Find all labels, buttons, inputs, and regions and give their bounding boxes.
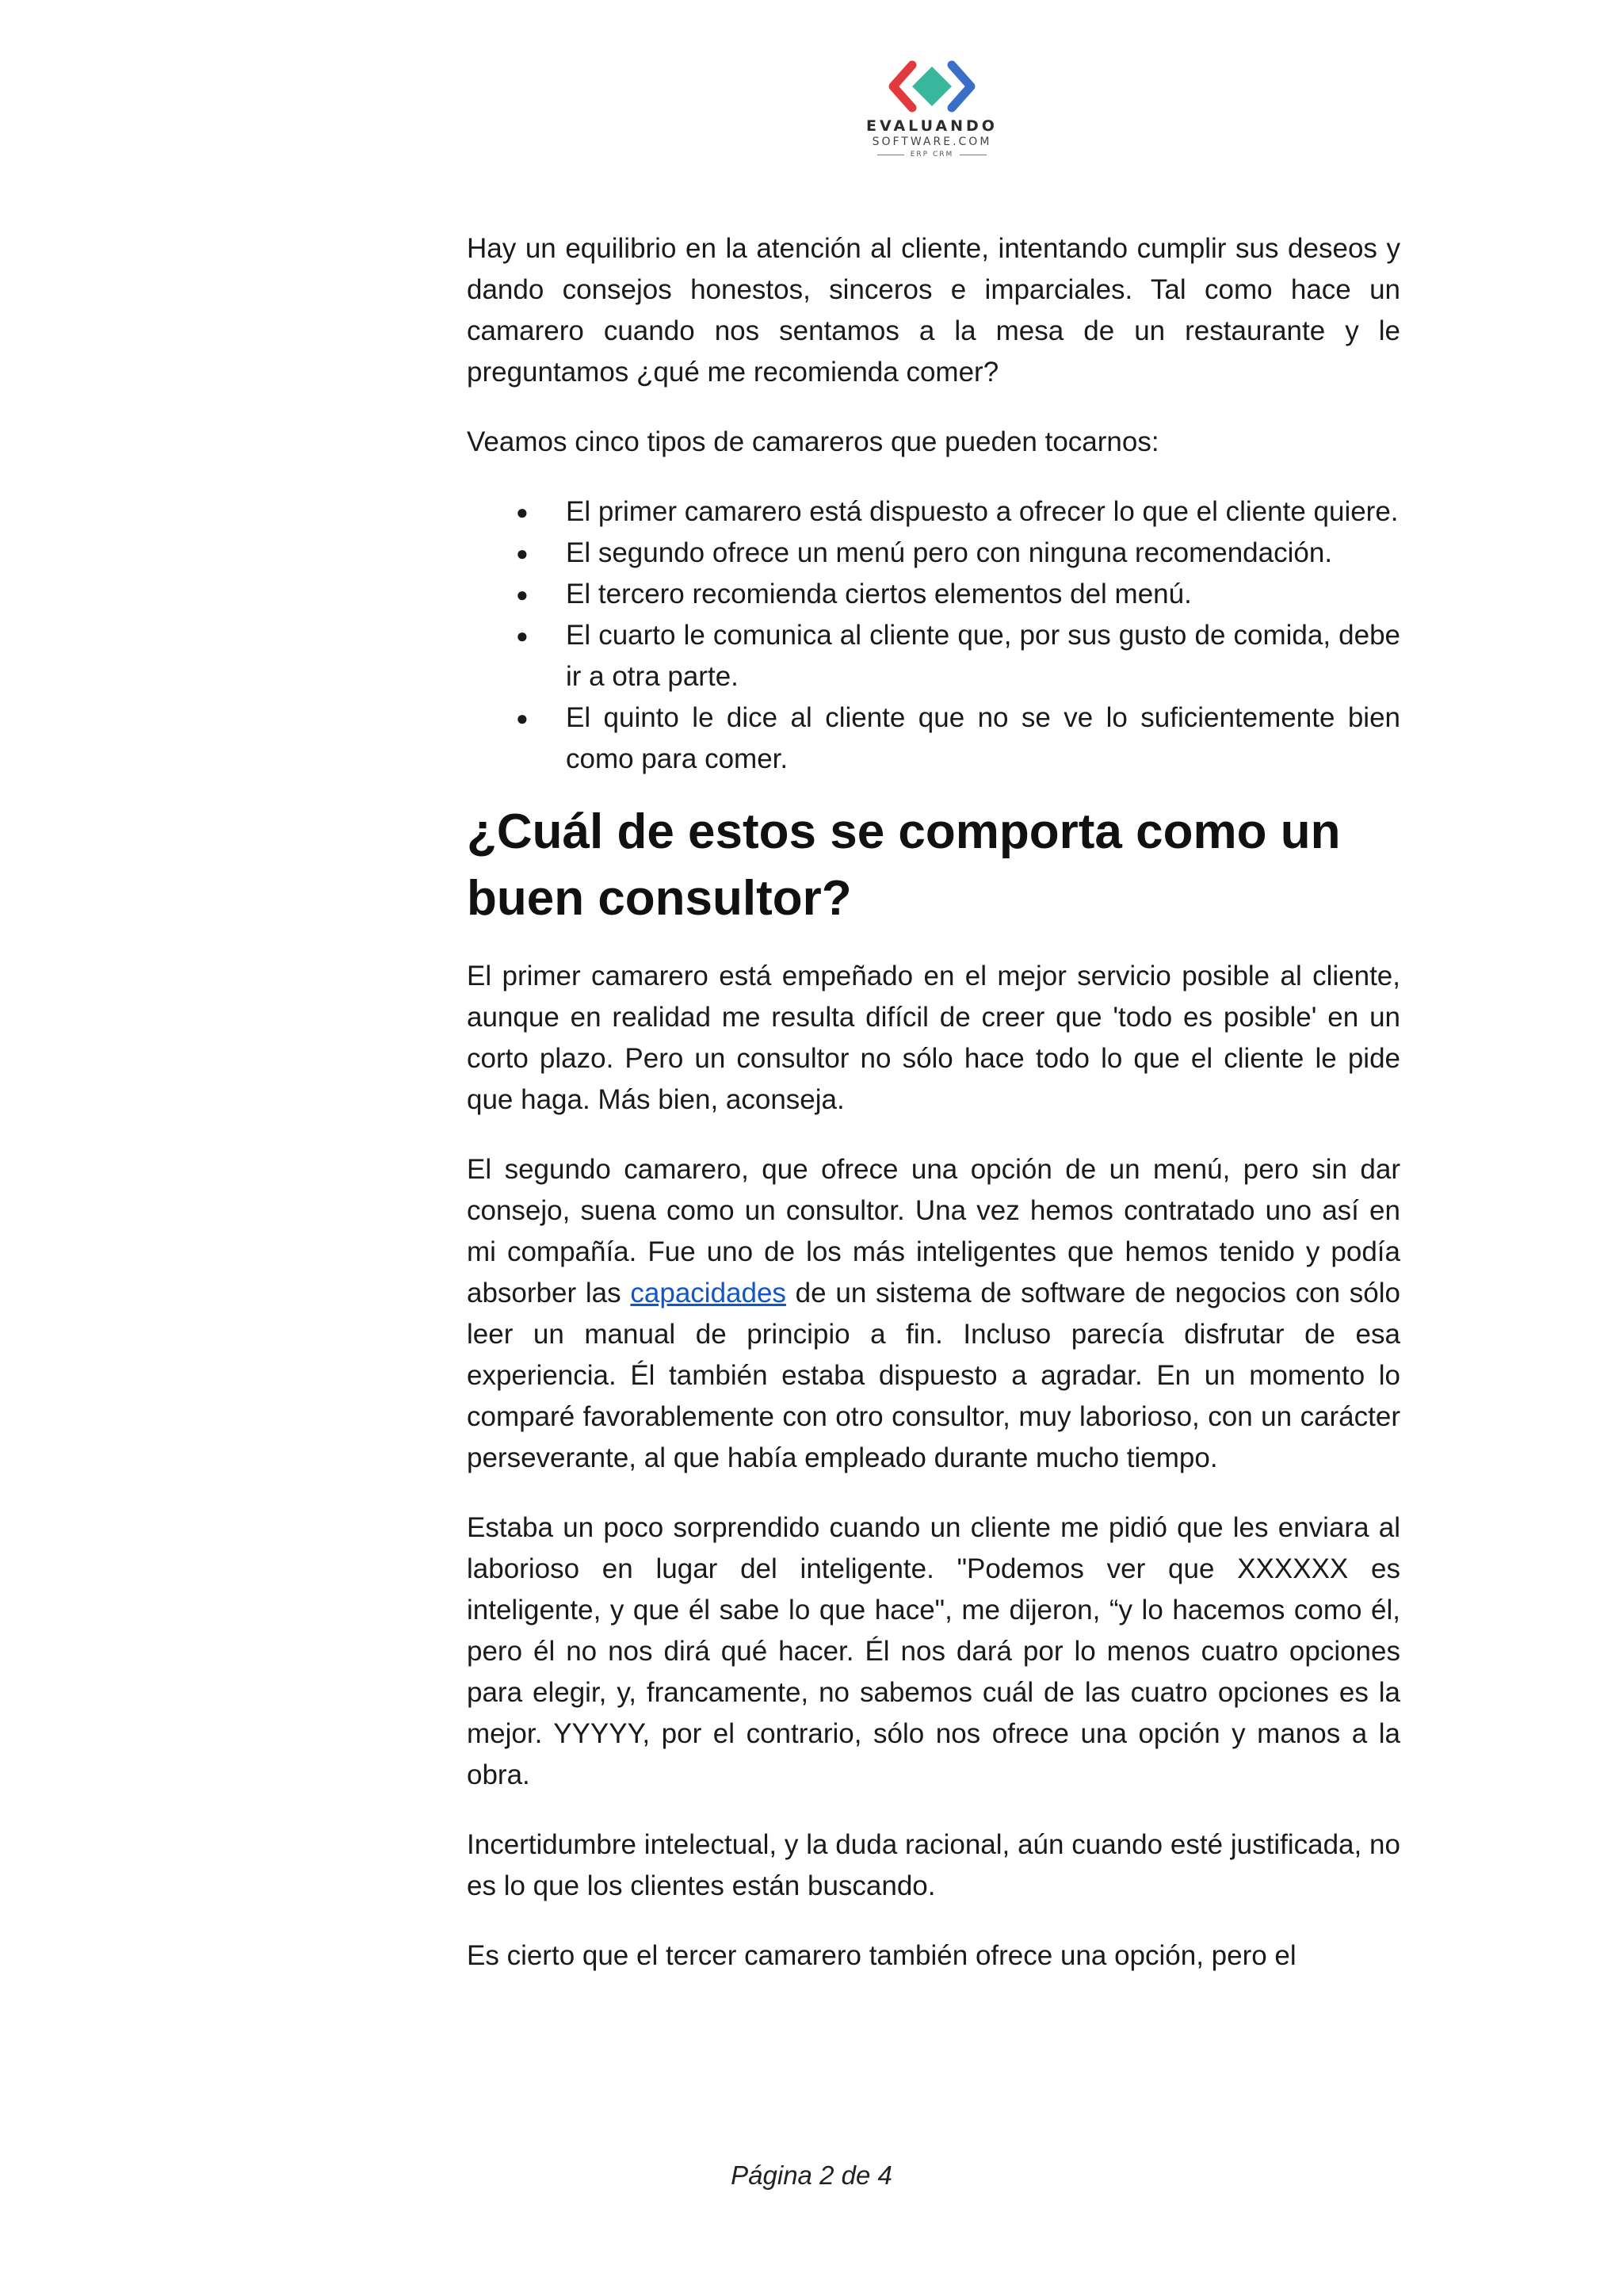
logo-tagline	[862, 151, 1002, 159]
list-item-text: El cuarto le comunica al cliente que, por sus gusto de comida, debe ir a otra parte.	[566, 620, 1400, 692]
list-item	[467, 491, 1400, 533]
bullet-icon: ●	[516, 624, 529, 648]
waiter-types-list	[467, 491, 1400, 780]
page-number: Página 2 de 4	[731, 2160, 892, 2190]
list-item-text: El quinto le dice al cliente que no se ve lo suficientemente bien como para comer.	[566, 702, 1400, 774]
paragraph-third-waiter: Es cierto que el tercer camarero también ofrece una opción, pero el	[467, 1940, 1296, 1971]
list-item-text: El tercero recomienda ciertos elementos del menú.	[566, 579, 1192, 609]
list-item-text: El primer camarero está dispuesto a ofrecer lo que el cliente quiere.	[566, 496, 1399, 527]
logo-brand-text: EVALUANDO	[866, 117, 998, 135]
section-heading: ¿Cuál de estos se comporta como un buen consultor?	[467, 804, 1341, 926]
paragraph-client-request: Estaba un poco sorprendido cuando un cliente me pidió que les enviara al laborioso en lugar del inteligente. "Podemos ver que XXXXXX es inteligente, y que él sabe lo que hace", me dijeron, “y lo hacemos como él, pero él no nos dirá qué hacer. Él nos dará por lo menos cuatro opciones para elegir, y, francamente, no sabemos cuál de las cuatro opciones es la mejor. YYYYY, por el contrario, sólo nos ofrece una opción y manos a la obra.	[467, 1512, 1400, 1790]
list-item	[467, 533, 1400, 574]
list-item	[467, 574, 1400, 615]
document-body	[467, 228, 1400, 2005]
paragraph-text: de un sistema de software de negocios con sólo leer un manual de principio a fin. Incluso parecía disfrutar de esa experiencia. Él también estaba dispuesto a agradar. En un momento lo comparé favorablemente con otro consultor, muy laborioso, con un carácter perseverante, al que había empleado durante mucho tiempo.	[467, 1278, 1401, 1473]
list-item-text: El segundo ofrece un menú pero con ninguna recomendación.	[566, 537, 1333, 568]
paragraph-second-waiter	[467, 1149, 1400, 1479]
paragraph-intro: Hay un equilibrio en la atención al cliente, intentando cumplir sus deseos y dando consejos honestos, sinceros e imparciales. Tal como hace un camarero cuando nos sentamos a la mesa de un restaurante y le preguntamos ¿qué me recomienda comer?	[467, 233, 1400, 388]
paragraph-list-intro: Veamos cinco tipos de camareros que pueden tocarnos:	[467, 426, 1159, 457]
capacidades-link[interactable]: capacidades	[630, 1278, 786, 1308]
bullet-icon: ●	[516, 706, 529, 730]
paragraph-uncertainty: Incertidumbre intelectual, y la duda racional, aún cuando esté justificada, no es lo que los clientes están buscando.	[467, 1829, 1400, 1901]
list-item	[467, 697, 1400, 780]
paragraph-first-waiter: El primer camarero está empeñado en el mejor servicio posible al cliente, aunque en realidad me resulta difícil de creer que 'todo es posible' en un corto plazo. Pero un consultor no sólo hace todo lo que el cliente le pide que haga. Más bien, aconseja.	[467, 961, 1400, 1115]
logo-sub-text: SOFTWARE.COM	[872, 136, 992, 148]
bullet-icon: ●	[516, 583, 529, 606]
logo-icon	[880, 59, 983, 114]
list-item	[467, 615, 1400, 697]
logo-tag-text: ERP CRM	[910, 151, 954, 159]
site-logo	[862, 59, 1002, 176]
bullet-icon: ●	[516, 500, 529, 524]
bullet-icon: ●	[516, 541, 529, 565]
paragraph-text: El segundo camarero, que ofrece una opción de un menú, pero sin dar consejo, suena como un consultor. Una vez hemos contratado uno así en mi compañía. Fue uno de los más inteligentes que hemos tenido y podía absorber las	[467, 1154, 1400, 1308]
